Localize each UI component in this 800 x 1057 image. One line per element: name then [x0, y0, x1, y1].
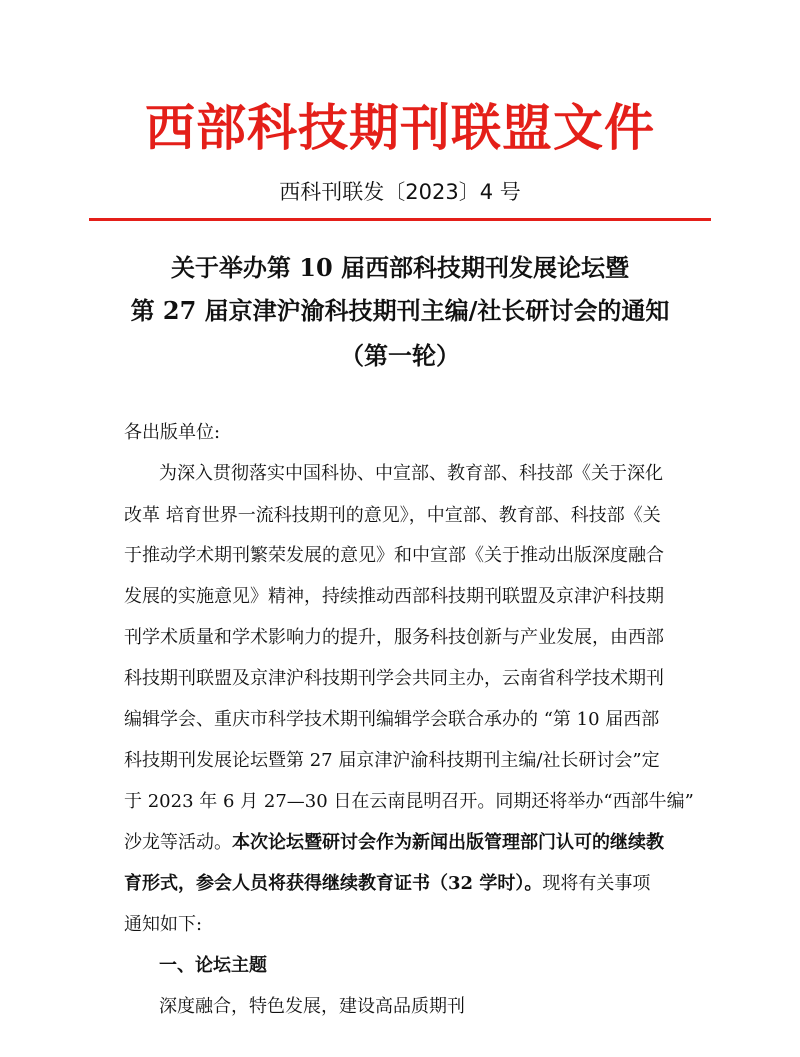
salutation: 各出版单位:: [124, 422, 221, 443]
paragraph-line: [124, 828, 664, 858]
paragraph-line: 于 2023 年 6 月 27—30 日在云南昆明召开。同期还将举办“西部牛编”: [124, 791, 694, 812]
paragraph-line: 刊学术质量和学术影响力的提升，服务科技创新与产业发展，由西部: [124, 627, 664, 648]
section-text: 深度融合，特色发展，建设高品质期刊: [159, 996, 465, 1017]
paragraph-line: 通知如下:: [124, 914, 203, 935]
paragraph-line: 为深入贯彻落实中国科协、中宣部、教育部、科技部《关于深化: [159, 463, 663, 484]
notice-title-line-1: 关于举办第 10 届西部科技期刊发展论坛暨: [170, 253, 630, 282]
paragraph-text: 现将有关事项: [542, 873, 651, 894]
org-header-title: 西部科技期刊联盟文件: [145, 98, 655, 157]
notice-title-line-3: （第一轮）: [340, 341, 460, 370]
paragraph-line: [124, 869, 650, 899]
paragraph-text: 沙龙等活动。: [124, 832, 232, 853]
paragraph-line: 发展的实施意见》精神，持续推动西部科技期刊联盟及京津沪科技期: [124, 586, 664, 607]
paragraph-line: 改革 培育世界一流科技期刊的意见》，中宣部、教育部、科技部《关: [124, 505, 661, 526]
emphasis-text: 育形式，参会人员将获得继续教育证书（32 学时）。: [124, 873, 543, 894]
paragraph-line: 于推动学术期刊繁荣发展的意见》和中宣部《关于推动出版深度融合: [124, 545, 664, 566]
emphasis-text: 本次论坛暨研讨会作为新闻出版管理部门认可的继续教: [232, 832, 664, 853]
paragraph-line: 科技期刊联盟及京津沪科技期刊学会共同主办，云南省科学技术期刊: [124, 668, 664, 689]
document-number: 西科刊联发〔2023〕4 号: [279, 180, 521, 204]
paragraph-line: 科技期刊发展论坛暨第 27 届京津沪渝科技期刊主编/社长研讨会”定: [124, 750, 660, 771]
paragraph-line: 编辑学会、重庆市科学技术期刊编辑学会联合承办的 “第 10 届西部: [124, 709, 660, 730]
notice-title-line-2: 第 27 届京津沪渝科技期刊主编/社长研讨会的通知: [130, 296, 670, 325]
section-heading: 一、论坛主题: [159, 955, 267, 976]
red-divider-line: [89, 218, 711, 221]
